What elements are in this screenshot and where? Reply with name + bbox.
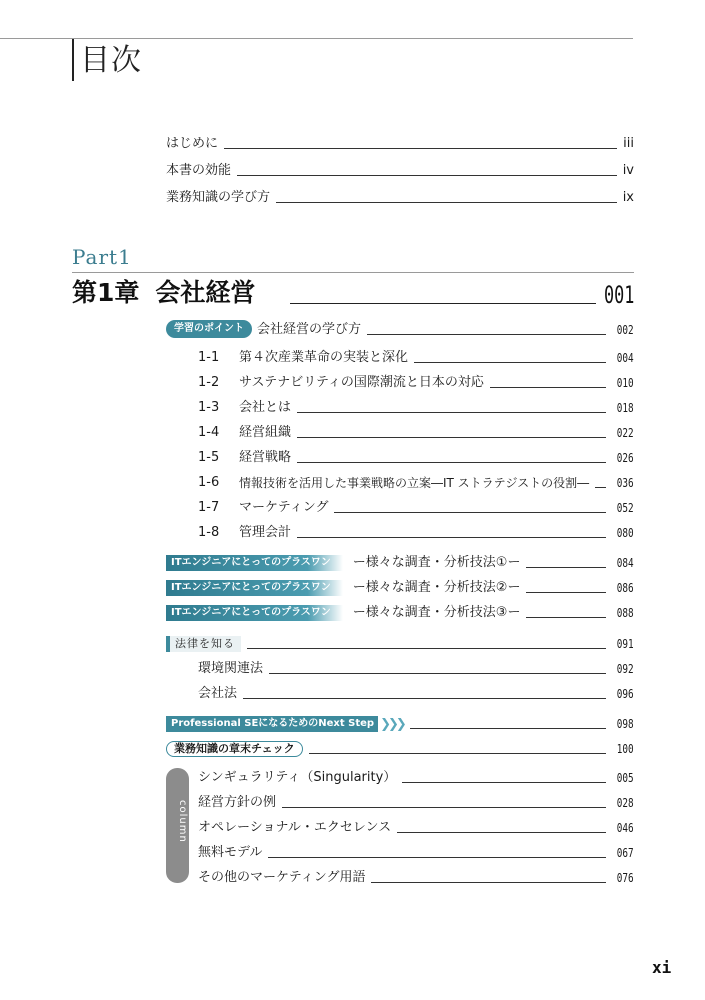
entry-page: 067 [617,846,634,860]
chapter-heading[interactable] [72,278,255,308]
leader-line [397,831,606,833]
next-step-badge: Professional SEになるためのNext Step [166,716,378,732]
page-number: xi [652,958,672,977]
leader-line [297,436,606,438]
chapter-number: 第1章 [72,278,140,307]
entry-label: 会社経営の学び方 [257,322,362,337]
toc-entry-column[interactable] [198,820,634,836]
entry-label: 会社法 [198,686,238,701]
toc-section[interactable] [198,450,634,466]
leader-line [297,536,606,538]
law-badge: 法律を知る [166,636,241,652]
leader-line [526,566,606,568]
entry-label: 業務知識の学び方 [166,190,271,205]
leader-line [309,752,607,754]
chapter-page: 001 [604,281,635,309]
learning-point-badge: 学習のポイント [166,320,252,338]
part-rule [72,272,634,273]
entry-label: 無料モデル [198,845,263,860]
entry-page: 004 [617,351,634,365]
toc-entry-column[interactable] [198,845,634,861]
leader-line [402,781,606,783]
toc-section[interactable] [198,500,634,516]
entry-page: 010 [617,376,634,390]
toc-entry-plusone[interactable] [166,555,634,571]
leader-line [282,806,606,808]
toc-section[interactable] [198,350,634,366]
leader-line [367,333,606,335]
section-number: 1-4 [198,425,220,440]
section-number: 1-6 [198,475,220,490]
top-rule [0,38,633,39]
toc-entry[interactable] [166,163,634,179]
entry-label: 環境関連法 [198,661,264,676]
toc-entry-next-step[interactable] [166,716,634,732]
leader-line [297,411,606,413]
leader-line [410,727,607,729]
entry-page: 046 [617,821,634,835]
entry-page: 100 [617,742,634,756]
toc-section[interactable] [198,375,634,391]
entry-label: 本書の効能 [166,163,232,178]
entry-page: 026 [617,451,634,465]
plus-one-badge: ITエンジニアにとってのプラスワン [166,580,343,596]
entry-page: 080 [617,526,634,540]
chapter-leader-line [290,303,596,304]
title-bar [72,39,74,81]
section-label: 管理会計 [239,525,292,540]
toc-entry-plusone[interactable] [166,580,634,596]
column-label: column [177,800,188,843]
entry-label: ー様々な調査・分析技法②ー [352,580,521,595]
leader-line [414,361,606,363]
entry-page: 022 [617,426,634,440]
toc-entry-point[interactable] [166,320,634,338]
toc-section[interactable] [198,475,634,491]
toc-entry[interactable] [198,661,634,677]
section-label: 経営組織 [239,425,292,440]
section-label: 経営戦略 [239,450,292,465]
entry-label: ー様々な調査・分析技法③ー [352,605,521,620]
entry-page: 052 [617,501,634,515]
entry-page: 002 [617,323,634,337]
entry-page: 091 [617,637,634,651]
toc-section[interactable] [198,425,634,441]
section-number: 1-7 [198,500,220,515]
chapter-check-badge: 業務知識の章末チェック [166,741,303,757]
toc-entry-column[interactable] [198,770,634,786]
section-label: サステナビリティの国際潮流と日本の対応 [239,375,484,390]
section-number: 1-2 [198,375,220,390]
entry-page: 088 [617,606,634,620]
leader-line [490,386,606,388]
section-label: マーケティング [239,500,329,515]
entry-page: 098 [617,717,634,731]
toc-section[interactable] [198,525,634,541]
entry-page: 084 [617,556,634,570]
plus-one-badge: ITエンジニアにとってのプラスワン [166,605,343,621]
leader-line [247,647,606,649]
section-number: 1-8 [198,525,220,540]
section-label: 情報技術を活用した事業戦略の立案―IT ストラテジストの役割― [239,476,590,490]
entry-page: 086 [617,581,634,595]
chevrons-icon: ❯❯❯ [380,717,404,732]
leader-line [526,616,606,618]
section-number: 1-1 [198,350,220,365]
leader-line [595,486,606,488]
entry-label: 経営方針の例 [198,795,277,810]
entry-page: 096 [617,687,634,701]
entry-label: シンギュラリティ（Singularity） [198,770,397,785]
toc-entry-law[interactable] [166,636,634,652]
section-number: 1-3 [198,400,220,415]
leader-line [243,697,606,699]
entry-label: オペレーショナル・エクセレンス [198,820,392,835]
toc-entry-plusone[interactable] [166,605,634,621]
entry-page: 028 [617,796,634,810]
leader-line [224,147,617,149]
section-number: 1-5 [198,450,220,465]
plus-one-badge: ITエンジニアにとってのプラスワン [166,555,343,571]
toc-entry[interactable] [198,686,634,702]
section-label: 第４次産業革命の実装と深化 [239,350,409,365]
page-title: 目次 [80,43,142,78]
entry-page: iv [622,163,634,178]
leader-line [526,591,606,593]
toc-section[interactable] [198,400,634,416]
entry-label: その他のマーケティング用語 [198,870,366,885]
entry-page: 076 [617,871,634,885]
leader-line [268,856,606,858]
chapter-title: 会社経営 [155,278,256,307]
entry-page: 005 [617,771,634,785]
toc-entry[interactable] [166,190,634,206]
leader-line [371,881,606,883]
entry-label: ー様々な調査・分析技法①ー [352,555,521,570]
leader-line [297,461,606,463]
entry-page: iii [623,136,634,151]
leader-line [269,672,606,674]
entry-page: 036 [617,476,634,490]
entry-page: 018 [617,401,634,415]
part-label: Part1 [72,245,132,269]
entry-page: 092 [617,662,634,676]
entry-page: ix [622,190,634,205]
toc-entry-check[interactable] [166,741,634,757]
toc-entry[interactable] [166,136,634,152]
leader-line [334,511,606,513]
toc-entry-column[interactable] [198,795,634,811]
toc-entry-column[interactable] [198,870,634,886]
leader-line [237,174,617,176]
section-label: 会社とは [239,400,292,415]
entry-label: はじめに [166,136,219,151]
leader-line [276,201,617,203]
